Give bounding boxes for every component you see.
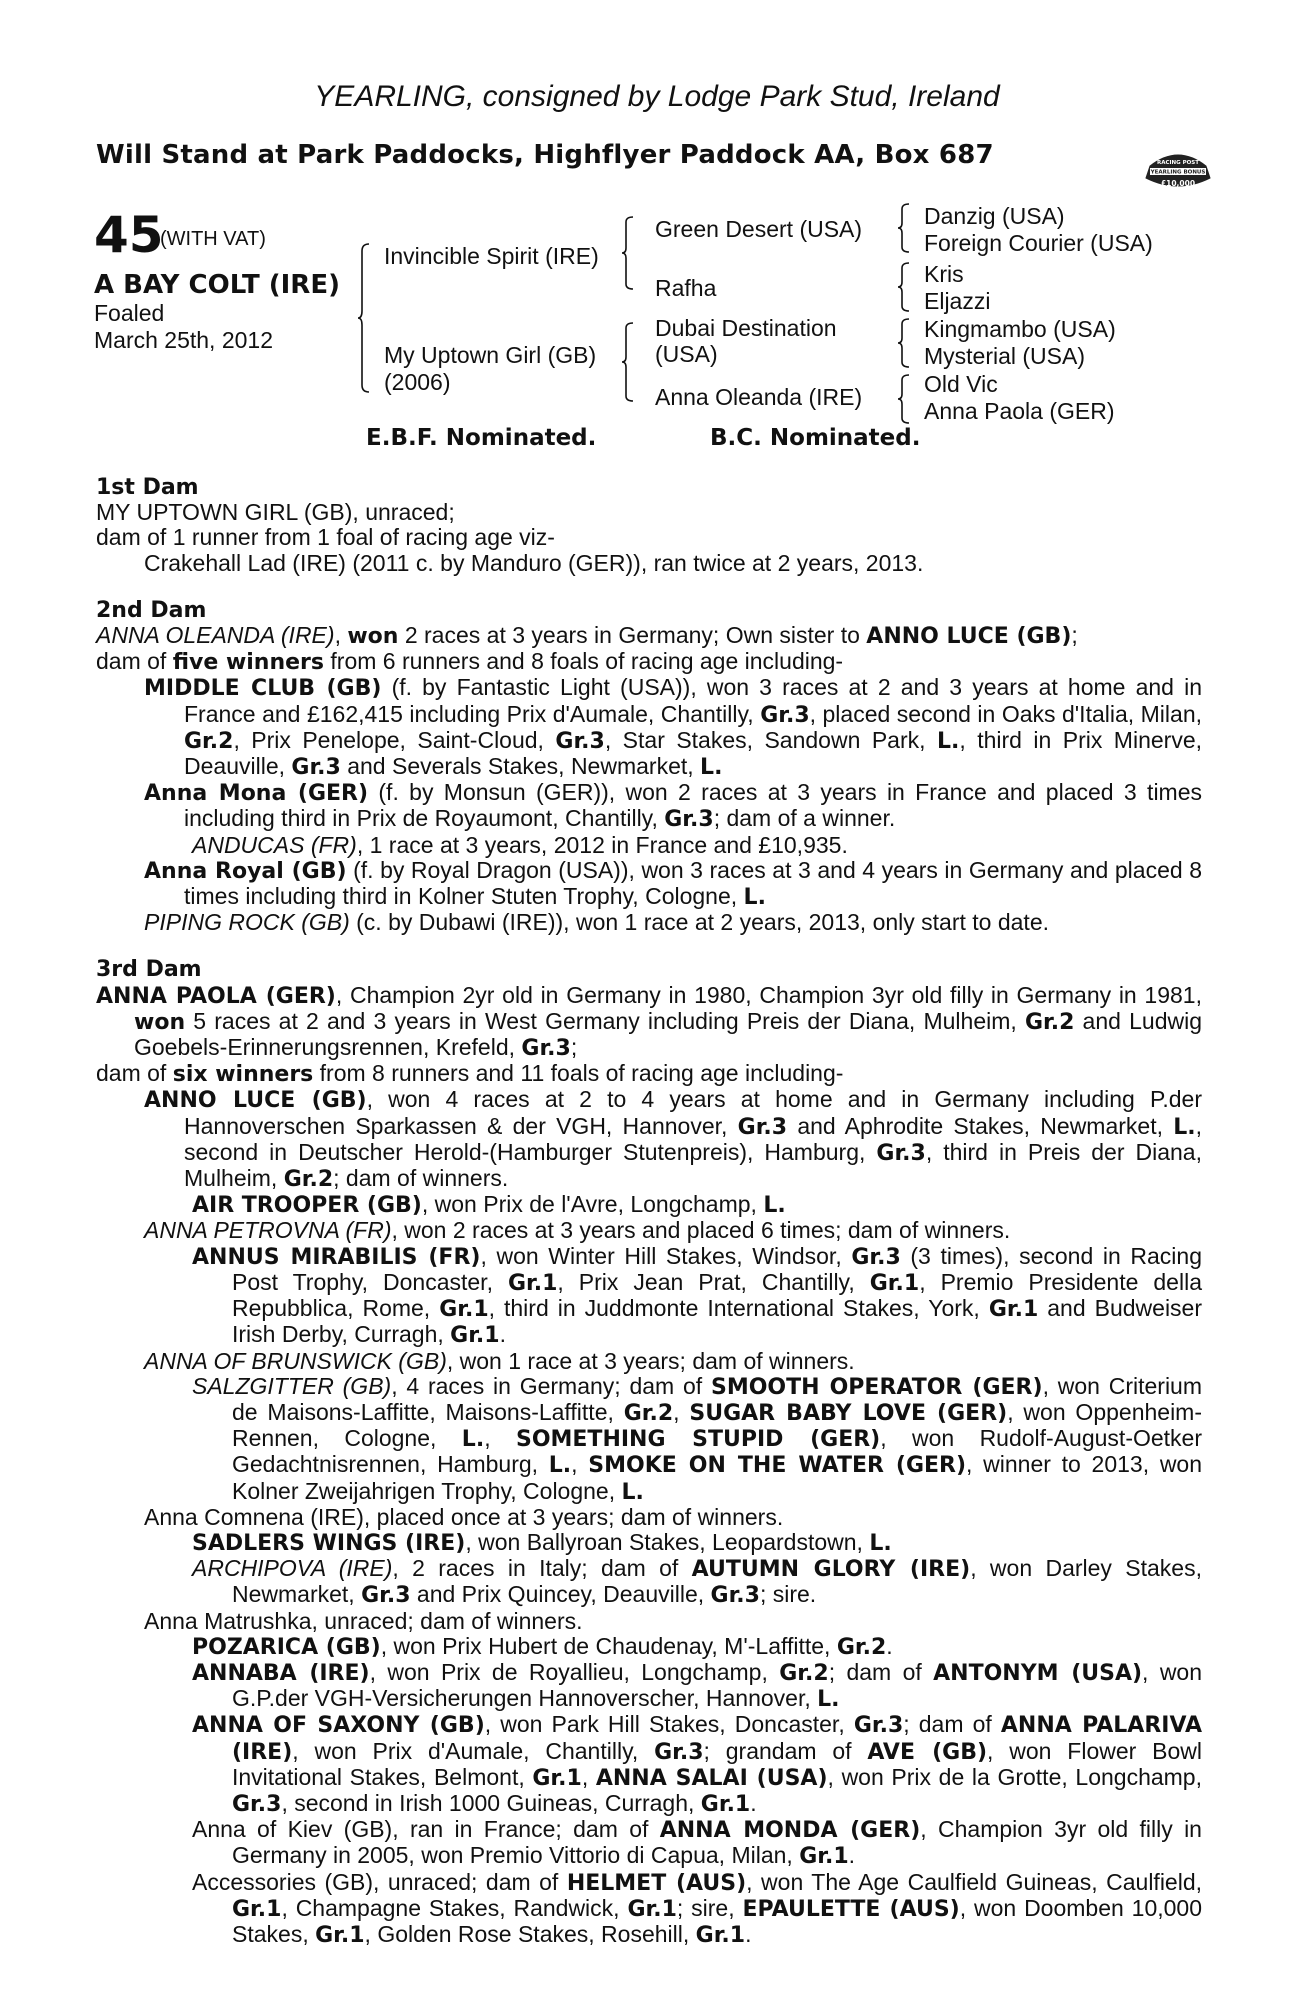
produce-anna-of-saxony: ANNA OF SAXONY (GB), won Park Hill Stakes, Doncaster, Gr.3; dam of ANNA PALARIVA (IRE), won Prix d'Aumale, Chantilly, Gr.3; grandam of AVE (GB), won Flower Bowl Invitational Stakes, Belmont, Gr.1, ANNA SALAI (USA), won Prix de la Grotte, Longchamp, Gr.3, second in Irish 1000 Guineas, Curragh, Gr.1.: [192, 1711, 1202, 1817]
badge-line-1: RACING POST: [1156, 160, 1200, 166]
vat-note: (WITH VAT): [160, 228, 266, 250]
pedigree-dam-dam: Anna Oleanda (IRE): [655, 384, 863, 410]
produce-anna-of-brunswick: ANNA OF BRUNSWICK (GB), won 1 race at 3 years; dam of winners.: [144, 1347, 855, 1374]
first-dam-produce-item: Crakehall Lad (IRE) (2011 c. by Manduro (GER)), ran twice at 2 years, 2013.: [144, 549, 924, 576]
pedigree-bracket-main: [358, 243, 370, 393]
produce-anna-mona: Anna Mona (GER) (f. by Monsun (GER)), won 2 races at 3 years in France and placed 3 times including third in Prix de Royaumont, Chantilly, Gr.3; dam of a winner.: [144, 779, 1202, 833]
produce-anna-royal: Anna Royal (GB) (f. by Royal Dragon (USA)), won 3 races at 3 and 4 years in Germany and placed 8 times including third in Kolner Stuten Trophy, Cologne, L.: [144, 856, 1203, 911]
pedigree-sire-dam: Rafha: [655, 275, 717, 301]
pedigree-sds: Kris: [924, 261, 964, 287]
produce-anna-comnena: Anna Comnena (IRE), placed once at 3 years; dam of winners.: [144, 1503, 784, 1530]
produce-anna-matrushka: Anna Matrushka, unraced; dam of winners.: [144, 1607, 583, 1634]
produce-anducas: ANDUCAS (FR), 1 race at 3 years, 2012 in France and £10,935.: [192, 831, 848, 858]
bc-nominated: B.C. Nominated.: [710, 425, 921, 451]
third-dam-heading: 3rd Dam: [96, 957, 202, 983]
produce-annus-mirabilis: ANNUS MIRABILIS (FR), won Winter Hill Stakes, Windsor, Gr.3 (3 times), second in Racing Post Trophy, Doncaster, Gr.1, Prix Jean Prat, Chantilly, Gr.1, Premio Presidente della Repubblica, Rome, Gr.1, third in Juddmonte International Stakes, York, Gr.1 and Budweiser Irish Derby, Curragh, Gr.1.: [192, 1242, 1202, 1349]
pedigree-dsd: Mysterial (USA): [924, 343, 1086, 369]
produce-pozarica: POZARICA (GB), won Prix Hubert de Chaudenay, M'-Laffitte, Gr.2.: [192, 1632, 893, 1660]
third-dam-produce-intro: dam of six winners from 8 runners and 11 foals of racing age including-: [96, 1060, 844, 1088]
pedigree-sire: Invincible Spirit (IRE): [384, 243, 599, 269]
produce-annaba: ANNABA (IRE), won Prix de Royallieu, Longchamp, Gr.2; dam of ANTONYM (USA), won G.P.der VGH-Versicherungen Hannoverscher, Hannover, L.: [192, 1658, 1203, 1713]
pedigree-bracket-dubai-destination: [898, 318, 910, 368]
first-dam-line: MY UPTOWN GIRL (GB), unraced;: [96, 499, 455, 526]
first-dam-heading: 1st Dam: [96, 475, 199, 500]
produce-sadlers-wings: SADLERS WINGS (IRE), won Ballyroan Stakes, Leopardstown, L.: [192, 1528, 892, 1556]
pedigree-bracket-sire: [622, 216, 634, 290]
produce-salzgitter: SALZGITTER (GB), 4 races in Germany; dam of SMOOTH OPERATOR (GER), won Criterium de Maisons-Laffitte, Maisons-Laffitte, Gr.2, SUGAR BABY LOVE (GER), won Oppenheim-Rennen, Cologne, L., SOMETHING STUPID (GER), won Rudolf-August-Oetker Gedachtnisrennen, Hamburg, L., SMOKE ON THE WATER (GER), winner to 2013, won Kolner Zweijahrigen Trophy, Cologne, L.: [192, 1372, 1203, 1505]
pedigree-sdd: Eljazzi: [924, 288, 991, 314]
produce-anna-of-kiev: Anna of Kiev (GB), ran in France; dam of ANNA MONDA (GER), Champion 3yr old filly in Germany in 2005, won Premio Vittorio di Capua, Milan, Gr.1.: [192, 1816, 1202, 1870]
pedigree-sire-sire: Green Desert (USA): [655, 216, 863, 242]
pedigree-dds: Old Vic: [924, 371, 998, 397]
produce-anno-luce: ANNO LUCE (GB), won 4 races at 2 to 4 years at home and in Germany including P.der Hannoverschen Sparkassen & der VGH, Hannover, Gr.3 and Aphrodite Stakes, Newmarket, L., second in Deutscher Herold-(Hamburger Stutenpreis), Hamburg, Gr.3, third in Preis der Diana, Mulheim, Gr.2; dam of winners.: [144, 1086, 1202, 1193]
third-dam-line: ANNA PAOLA (GER), Champion 2yr old in Germany in 1980, Champion 3yr old filly in Germany in 1981, won 5 races at 2 and 3 years in West Germany including Preis der Diana, Mulheim, Gr.2 and Ludwig Goebels-Erinnerungsrennen, Krefeld, Gr.3;: [96, 981, 1202, 1062]
pedigree-bracket-dam: [622, 322, 634, 402]
lot-description: A BAY COLT (IRE): [94, 270, 340, 300]
lot-number: 45: [94, 206, 164, 264]
ebf-nominated: E.B.F. Nominated.: [366, 425, 597, 451]
badge-amount: £10,000: [1160, 179, 1196, 188]
pedigree-bracket-rafha: [898, 262, 910, 312]
produce-middle-club: MIDDLE CLUB (GB) (f. by Fantastic Light (USA)), won 3 races at 2 and 3 years at home and in France and £162,415 including Prix d'Aumale, Chantilly, Gr.3, placed second in Oaks d'Italia, Milan, Gr.2, Prix Penelope, Saint-Cloud, Gr.3, Star Stakes, Sandown Park, L., third in Prix Minerve, Deauville, Gr.3 and Severals Stakes, Newmarket, L.: [144, 674, 1203, 781]
pedigree-bracket-green-desert: [898, 203, 910, 253]
pedigree-dss: Kingmambo (USA): [924, 316, 1116, 342]
dam-sections: [96, 475, 1202, 1948]
produce-air-trooper: AIR TROOPER (GB), won Prix de l'Avre, Longchamp, L.: [192, 1191, 786, 1219]
pedigree-ssd: Foreign Courier (USA): [924, 230, 1153, 256]
produce-anna-petrovna: ANNA PETROVNA (FR), won 2 races at 3 years and placed 6 times; dam of winners.: [144, 1217, 1011, 1244]
yearling-bonus-badge-icon: [1140, 148, 1216, 200]
second-dam-produce-intro: dam of five winners from 6 runners and 8 foals of racing age including-: [96, 648, 844, 676]
pedigree-sss: Danzig (USA): [924, 203, 1065, 229]
pedigree-dam-year: (2006): [384, 369, 451, 395]
first-dam-produce-intro: dam of 1 runner from 1 foal of racing age viz-: [96, 524, 555, 551]
pedigree-bracket-anna-oleanda: [898, 374, 910, 424]
pedigree-dam-sire-country: (USA): [655, 341, 718, 367]
pedigree-dam-sire: Dubai Destination: [655, 315, 837, 341]
second-dam-line: ANNA OLEANDA (IRE), won 2 races at 3 years in Germany; Own sister to ANNO LUCE (GB);: [96, 622, 1078, 650]
second-dam-heading: 2nd Dam: [96, 597, 207, 623]
produce-archipova: ARCHIPOVA (IRE), 2 races in Italy; dam of AUTUMN GLORY (IRE), won Darley Stakes, Newmarket, Gr.3 and Prix Quincey, Deauville, Gr.3; sire.: [192, 1555, 1202, 1609]
badge-line-2: YEARLING BONUS: [1150, 169, 1206, 176]
pedigree-ddd: Anna Paola (GER): [924, 398, 1115, 424]
pedigree-dam: My Uptown Girl (GB): [384, 342, 597, 368]
page-title: YEARLING, consigned by Lodge Park Stud, Ireland: [314, 80, 1000, 113]
produce-accessories: Accessories (GB), unraced; dam of HELMET (AUS), won The Age Caulfield Guineas, Caulfield, Gr.1, Champagne Stakes, Randwick, Gr.1; sire, EPAULETTE (AUS), won Doomben 10,000 Stakes, Gr.1, Golden Rose Stakes, Rosehill, Gr.1.: [192, 1868, 1203, 1948]
foaled-label: Foaled: [94, 300, 165, 326]
stand-location: Will Stand at Park Paddocks, Highflyer Paddock AA, Box 687: [96, 140, 994, 170]
produce-piping-rock: PIPING ROCK (GB) (c. by Dubawi (IRE)), won 1 race at 2 years, 2013, only start to date.: [144, 909, 1050, 936]
foaled-date: March 25th, 2012: [94, 327, 274, 353]
